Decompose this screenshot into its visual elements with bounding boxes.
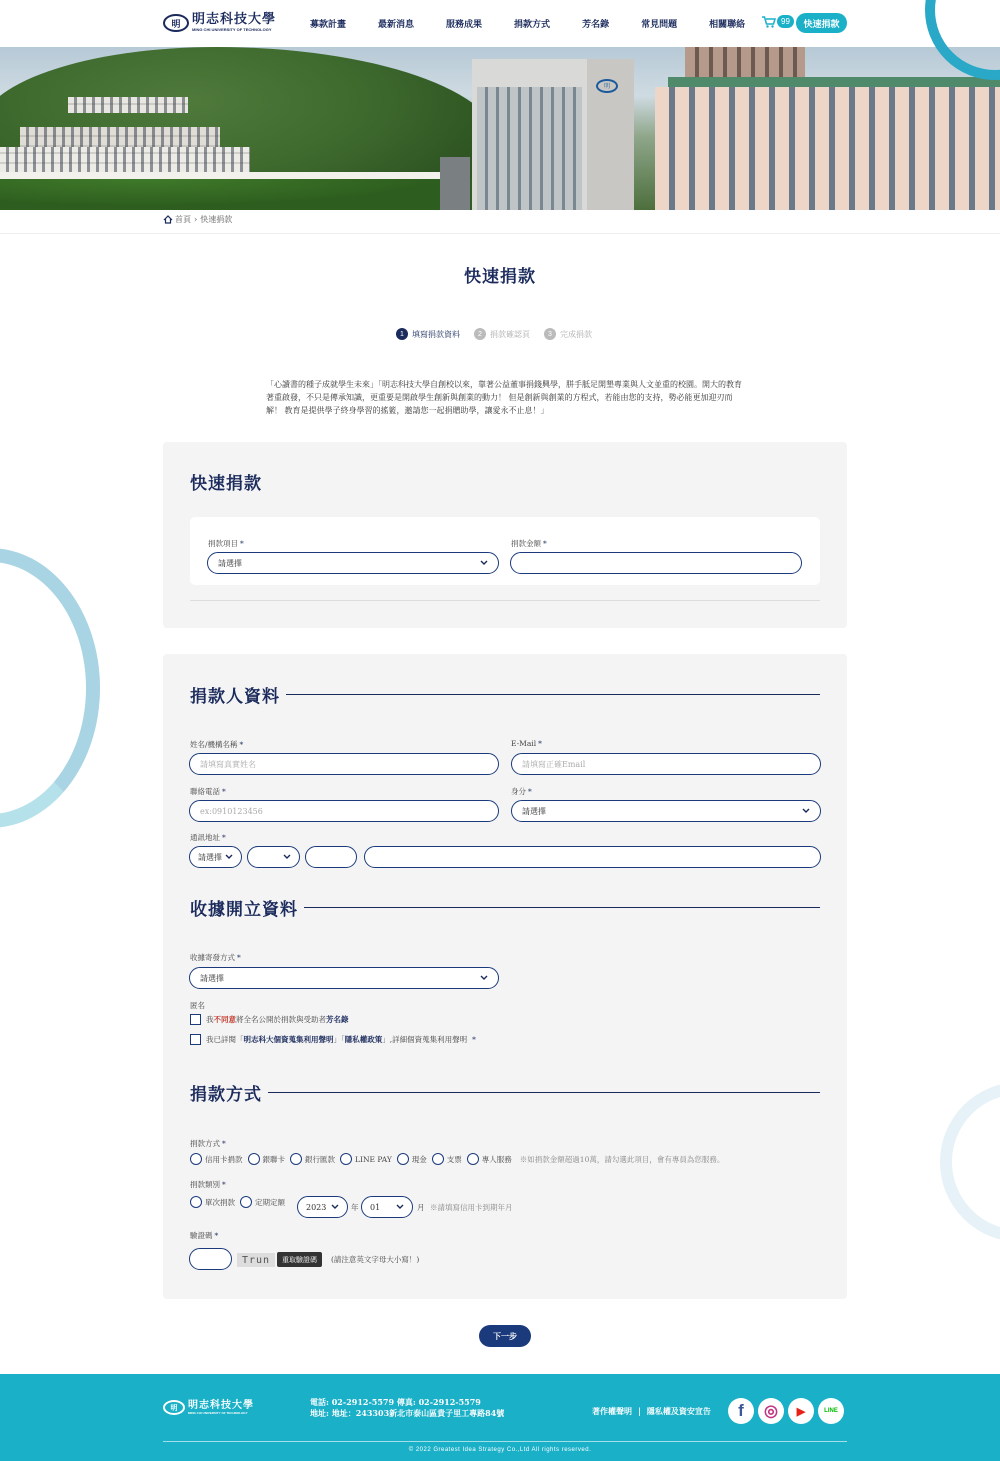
- radio-label: 定期定額: [255, 1197, 285, 1207]
- site-logo[interactable]: [163, 13, 276, 33]
- selected-value: 2023: [306, 1202, 327, 1212]
- step-number: 2: [474, 328, 486, 340]
- radio-line-pay[interactable]: [340, 1153, 392, 1165]
- donor-section-heading: [190, 682, 820, 707]
- quick-donation-panel: [163, 442, 847, 628]
- city-select[interactable]: [189, 846, 242, 868]
- address-input[interactable]: [364, 846, 821, 868]
- privacy-text: 我已詳閱「: [206, 1035, 244, 1044]
- instagram-icon[interactable]: ◎: [758, 1398, 784, 1424]
- zip-input[interactable]: [305, 846, 357, 868]
- cart-icon: [762, 16, 776, 28]
- radio-label: 現金: [411, 1154, 427, 1164]
- donor-list-link[interactable]: 芳名錄: [326, 1015, 349, 1024]
- main-nav: [310, 17, 777, 30]
- radio-recurring-donation[interactable]: [240, 1196, 285, 1208]
- identity-select[interactable]: [511, 800, 821, 822]
- donation-item-select[interactable]: [207, 552, 499, 574]
- expiry-note: ※請填寫信用卡到期年月: [430, 1203, 513, 1212]
- identity-label: 身分 *: [511, 787, 532, 796]
- donation-amount-label: 捐款金額 *: [511, 539, 547, 548]
- radio-circle: [190, 1196, 202, 1208]
- nav-donor-list[interactable]: 芳名錄: [582, 20, 610, 30]
- step-label: 完成捐款: [560, 329, 592, 339]
- chevron-down-icon: [331, 1204, 339, 1210]
- logo-chinese-name: 明志科技大學: [192, 12, 277, 27]
- step-label: 填寫捐款資料: [412, 329, 460, 339]
- radio-circle: [467, 1153, 479, 1165]
- privacy-agreement: 我已詳閱「 明志科大個資蒐集利用聲明 」「 隱私權政策 」,詳細個資蒐集利用聲明 *: [190, 1034, 476, 1045]
- radio-circle: [397, 1153, 409, 1165]
- radio-label: 支票: [446, 1154, 462, 1164]
- breadcrumb: [163, 214, 232, 225]
- radio-circle: [340, 1153, 352, 1165]
- radio-label: LINE PAY: [355, 1154, 392, 1164]
- step-3: [544, 328, 592, 340]
- quick-donation-card: [190, 517, 820, 585]
- donation-item-label: 捐款項目 *: [208, 539, 244, 548]
- donation-amount-input[interactable]: [510, 552, 802, 574]
- payment-section-heading: [190, 1080, 820, 1105]
- nav-donation-methods[interactable]: 捐款方式: [514, 20, 551, 30]
- hero-campus-image: [0, 47, 1000, 210]
- footer-logo-chinese-name: 明志科技大學: [188, 1400, 254, 1411]
- payment-method-label: 捐款方式 *: [190, 1139, 226, 1148]
- receipt-method-select[interactable]: [189, 967, 499, 989]
- chevron-down-icon: [480, 975, 488, 981]
- cart-button[interactable]: [762, 15, 794, 28]
- year-unit: 年: [351, 1203, 359, 1212]
- footer-address: 地址: 地址：243303新北市泰山區貴子里工專路84號: [310, 1408, 505, 1418]
- anon-text: 我: [206, 1015, 214, 1024]
- email-label: E-Mail *: [511, 739, 542, 748]
- footer-contact: [310, 1397, 504, 1419]
- radio-circle: [248, 1153, 260, 1165]
- receipt-method-label: 收據寄發方式 *: [190, 953, 241, 962]
- privacy-security-link[interactable]: 隱私權及資安宣告: [646, 1406, 711, 1416]
- footer-link-separator: |: [638, 1406, 641, 1416]
- step-number: 1: [396, 328, 408, 340]
- step-number: 3: [544, 328, 556, 340]
- captcha-image: Trun: [237, 1253, 275, 1267]
- campus-emblem-icon: 明: [596, 79, 618, 93]
- breadcrumb-home[interactable]: 首頁: [175, 215, 191, 224]
- name-input[interactable]: 請填寫真實姓名: [189, 753, 499, 775]
- refresh-captcha-button[interactable]: 重取驗證碼: [277, 1252, 322, 1267]
- radio-bank-transfer[interactable]: [290, 1153, 335, 1165]
- copyright-statement-link[interactable]: 著作權聲明: [592, 1406, 632, 1416]
- chevron-down-icon: [396, 1204, 404, 1210]
- anon-text: 將全名公開於捐款與受助者: [236, 1015, 326, 1024]
- radio-check[interactable]: [432, 1153, 462, 1165]
- social-links: [728, 1398, 848, 1424]
- radio-label: 銀聯卡: [262, 1154, 285, 1164]
- nav-service-results[interactable]: 服務成果: [446, 20, 483, 30]
- privacy-text: 」「: [333, 1035, 345, 1044]
- chevron-down-icon: [480, 560, 488, 566]
- decorative-ring: [940, 1082, 1000, 1242]
- logo-english-name: MING CHI UNIVERSITY OF TECHNOLOGY: [192, 27, 272, 32]
- receipt-section-title: 收據開立資料: [190, 900, 298, 920]
- progress-steps: [396, 328, 606, 340]
- anonymous-label: 匿名: [190, 1001, 205, 1010]
- site-footer: [0, 1374, 1000, 1461]
- data-collection-statement-link[interactable]: 明志科大個資蒐集利用聲明: [243, 1035, 334, 1044]
- radio-label: 銀行匯款: [305, 1154, 335, 1164]
- radio-circle: [290, 1153, 302, 1165]
- next-step-button[interactable]: 下一步: [479, 1325, 531, 1347]
- quick-donation-title: 快速捐款: [190, 474, 262, 494]
- youtube-icon[interactable]: ▶: [788, 1398, 814, 1424]
- nav-contact[interactable]: 相關聯絡: [709, 20, 746, 30]
- facebook-icon[interactable]: f: [728, 1398, 754, 1424]
- radio-circle: [432, 1153, 444, 1165]
- selected-value: 請選擇: [522, 806, 546, 816]
- radio-single-donation[interactable]: [190, 1196, 235, 1208]
- anonymous-option: [190, 1014, 349, 1025]
- logo-emblem-icon: 明: [163, 1400, 185, 1415]
- privacy-checkbox[interactable]: [190, 1034, 201, 1045]
- nav-fundraising-plans[interactable]: 募款計畫: [310, 20, 347, 30]
- site-header: [0, 0, 1000, 47]
- radio-unionpay[interactable]: [248, 1153, 286, 1165]
- step-2: [474, 328, 530, 340]
- page-title: 快速捐款: [464, 267, 536, 287]
- radio-label: 單次捐款: [205, 1197, 235, 1207]
- selected-value: 請選擇: [198, 852, 222, 862]
- donor-section-title: 捐款人資料: [190, 687, 280, 707]
- captcha-note: (請注意英文字母大小寫！): [331, 1255, 420, 1264]
- step-1: [396, 328, 460, 340]
- captcha-input[interactable]: [189, 1248, 232, 1270]
- nav-latest-news[interactable]: 最新消息: [378, 20, 415, 30]
- cart-count-badge: 99: [777, 15, 794, 28]
- address-label: 通訊地址 *: [190, 833, 226, 842]
- donation-type-label: 捐款類別 *: [190, 1180, 226, 1189]
- radio-cash[interactable]: [397, 1153, 427, 1165]
- intro-paragraph: 「心讀書的種子成就學生未來」「明志科技大學自創校以來，靠著公益董事捐錢興學，胼手胝足開墾專業與人文並重的校園。開大的教育著重啟發，不只是傳承知識，更重要是開啟學生創新與創業的動力！ 但是創新與創業的方程式，若能由您的支持，勢必能更加迎刃而解！ 教育是提供學子終身學習的搖籃，邀請您一起捐贈助學，讓愛永不止息！」: [266, 380, 742, 415]
- donor-form-panel: [163, 654, 847, 1299]
- footer-divider: [163, 1441, 847, 1442]
- breadcrumb-current: 快速捐款: [200, 215, 233, 224]
- name-label: 姓名/機構名稱 *: [190, 740, 244, 749]
- radio-label: 信用卡捐款: [205, 1154, 243, 1164]
- footer-phone: 電話: 02-2912-5579 傳真: 02-2912-5579: [310, 1397, 481, 1407]
- step-label: 捐款確認頁: [490, 329, 530, 339]
- payment-method-options: [190, 1153, 724, 1165]
- payment-section-title: 捐款方式: [190, 1085, 262, 1105]
- divider: [0, 233, 1000, 234]
- nav-faq[interactable]: 常見問題: [641, 20, 678, 30]
- district-select[interactable]: [247, 846, 300, 868]
- privacy-text: 」,詳細個資蒐集利用聲明: [382, 1035, 468, 1044]
- divider: [190, 600, 820, 601]
- radio-personal-service[interactable]: [467, 1153, 512, 1165]
- donation-type-options: [190, 1196, 290, 1208]
- copyright-text: © 2022 Greatest Idea Strategy Co.,Ltd All rights reserved.: [408, 1447, 592, 1453]
- receipt-section-heading: [190, 895, 820, 920]
- footer-links: [592, 1406, 711, 1417]
- radio-circle: [190, 1153, 202, 1165]
- decorative-ring: [0, 548, 100, 828]
- footer-logo-english-name: MING CHI UNIVERSITY OF TECHNOLOGY: [188, 1411, 248, 1415]
- month-unit: 月: [417, 1203, 425, 1212]
- anonymous-checkbox[interactable]: [190, 1014, 201, 1025]
- line-icon[interactable]: LINE: [818, 1398, 844, 1424]
- privacy-policy-link[interactable]: 隱私權政策: [344, 1035, 383, 1044]
- selected-value: 請選擇: [200, 973, 224, 983]
- logo-emblem-icon: 明: [163, 14, 189, 32]
- breadcrumb-separator-icon: ›: [194, 215, 198, 224]
- chevron-down-icon: [802, 808, 810, 814]
- captcha-label: 驗證碼 *: [190, 1231, 219, 1240]
- home-icon: [163, 215, 173, 224]
- radio-label: 專人服務: [481, 1154, 512, 1164]
- selected-value: 01: [370, 1202, 381, 1212]
- phone-label: 聯絡電話 *: [190, 787, 226, 796]
- expiry-year-select[interactable]: [297, 1196, 348, 1218]
- chevron-down-icon: [225, 854, 233, 860]
- anon-disagree-text: 不同意: [213, 1015, 236, 1024]
- radio-credit-card[interactable]: [190, 1153, 243, 1165]
- selected-value: 請選擇: [218, 558, 242, 568]
- footer-logo[interactable]: [163, 1400, 254, 1415]
- quick-donate-button[interactable]: 快速捐款: [796, 13, 847, 33]
- payment-method-note: ※如捐款金額超過10萬，請勾選此項目，會有專員為您服務。: [519, 1154, 725, 1164]
- phone-input[interactable]: ex:0910123456: [189, 800, 499, 822]
- radio-circle: [240, 1196, 252, 1208]
- chevron-down-icon: [283, 854, 291, 860]
- expiry-month-select[interactable]: [361, 1196, 413, 1218]
- email-input[interactable]: 請填寫正確Email: [511, 753, 821, 775]
